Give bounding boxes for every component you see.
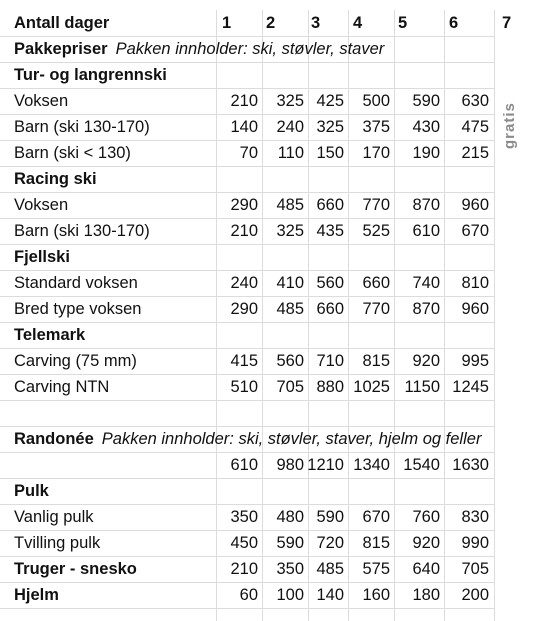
day-header: 2 xyxy=(266,14,276,32)
header-row xyxy=(0,10,548,36)
price-cell: 100 xyxy=(276,586,304,604)
table-row-truger xyxy=(0,556,548,582)
section-heading-racing xyxy=(0,166,548,192)
price-cell: 830 xyxy=(461,508,489,526)
price-cell: 480 xyxy=(276,508,304,526)
price-cell: 770 xyxy=(362,300,390,318)
price-cell: 450 xyxy=(230,534,258,552)
row-label: Barn (ski 130-170) xyxy=(14,222,150,240)
price-cell: 590 xyxy=(316,508,344,526)
price-cell: 1025 xyxy=(353,378,390,396)
row-label: Hjelm xyxy=(14,586,59,604)
section-title: Racing ski xyxy=(14,170,97,188)
row-divider xyxy=(0,608,494,609)
price-cell: 215 xyxy=(461,144,489,162)
header-label: Antall dager xyxy=(14,14,110,32)
price-cell: 510 xyxy=(230,378,258,396)
price-cell: 640 xyxy=(412,560,440,578)
price-cell: 705 xyxy=(461,560,489,578)
price-cell: 325 xyxy=(276,222,304,240)
price-cell: 350 xyxy=(230,508,258,526)
price-cell: 590 xyxy=(412,92,440,110)
price-cell: 560 xyxy=(276,352,304,370)
price-cell: 350 xyxy=(276,560,304,578)
row-label: Barn (ski 130-170) xyxy=(14,118,150,136)
price-cell: 240 xyxy=(276,118,304,136)
day-header: 6 xyxy=(449,14,459,32)
price-cell: 815 xyxy=(362,534,390,552)
price-cell: 740 xyxy=(412,274,440,292)
price-cell: 770 xyxy=(362,196,390,214)
price-cell: 430 xyxy=(412,118,440,136)
price-cell: 960 xyxy=(461,196,489,214)
table-row xyxy=(0,504,548,530)
price-cell: 290 xyxy=(230,300,258,318)
price-cell: 610 xyxy=(412,222,440,240)
price-cell: 630 xyxy=(461,92,489,110)
price-cell: 880 xyxy=(316,378,344,396)
price-cell: 70 xyxy=(239,144,258,162)
row-label: Tvilling pulk xyxy=(14,534,101,552)
price-cell: 210 xyxy=(230,222,258,240)
table-row xyxy=(0,114,548,140)
row-label: Standard voksen xyxy=(14,274,138,292)
price-cell: 415 xyxy=(230,352,258,370)
price-cell: 475 xyxy=(461,118,489,136)
price-cell: 110 xyxy=(277,144,304,162)
section-title: Tur- og langrennski xyxy=(14,66,167,84)
price-cell: 920 xyxy=(412,534,440,552)
day-header: 4 xyxy=(353,14,363,32)
price-cell: 660 xyxy=(362,274,390,292)
price-cell: 160 xyxy=(362,586,390,604)
section-heading-pakkepriser xyxy=(0,36,548,62)
gratis-label: gratis xyxy=(501,102,518,150)
price-cell: 705 xyxy=(276,378,304,396)
row-label: Truger - snesko xyxy=(14,560,137,578)
price-cell: 170 xyxy=(362,144,390,162)
price-cell: 870 xyxy=(412,196,440,214)
price-cell: 710 xyxy=(316,352,344,370)
price-cell: 1540 xyxy=(403,456,440,474)
price-cell: 60 xyxy=(239,586,258,604)
table-row xyxy=(0,140,548,166)
section-heading-tur xyxy=(0,62,548,88)
package-note: Pakken innholder: ski, støvler, staver xyxy=(115,40,385,58)
row-label: Carving (75 mm) xyxy=(14,352,137,370)
price-cell: 810 xyxy=(461,274,489,292)
section-heading-fjellski xyxy=(0,244,548,270)
price-cell: 760 xyxy=(412,508,440,526)
row-label: Carving NTN xyxy=(14,378,110,396)
section-title: Telemark xyxy=(14,326,86,344)
price-cell: 325 xyxy=(316,118,344,136)
table-row xyxy=(0,218,548,244)
row-label: Barn (ski < 130) xyxy=(14,144,131,162)
table-row xyxy=(0,374,548,400)
row-label: Voksen xyxy=(14,196,69,214)
price-cell: 200 xyxy=(461,586,489,604)
table-row xyxy=(0,192,548,218)
price-cell: 435 xyxy=(316,222,344,240)
price-cell: 920 xyxy=(412,352,440,370)
price-cell: 670 xyxy=(362,508,390,526)
section-title: Fjellski xyxy=(14,248,70,266)
table-row xyxy=(0,270,548,296)
price-cell: 240 xyxy=(230,274,258,292)
section-heading-randonee xyxy=(0,426,548,452)
price-cell: 720 xyxy=(316,534,344,552)
section-heading-pulk xyxy=(0,478,548,504)
price-cell: 190 xyxy=(412,144,440,162)
price-cell: 485 xyxy=(276,196,304,214)
price-cell: 870 xyxy=(412,300,440,318)
row-label: Voksen xyxy=(14,92,69,110)
price-cell: 210 xyxy=(230,560,258,578)
price-cell: 670 xyxy=(461,222,489,240)
day-header: 3 xyxy=(311,14,321,32)
price-cell: 1210 xyxy=(307,456,344,474)
price-cell: 325 xyxy=(276,92,304,110)
row-divider xyxy=(0,400,494,401)
price-cell: 560 xyxy=(316,274,344,292)
price-cell: 140 xyxy=(316,586,344,604)
price-cell: 180 xyxy=(412,586,440,604)
table-row xyxy=(0,88,548,114)
price-cell: 1340 xyxy=(353,456,390,474)
price-cell: 1245 xyxy=(452,378,489,396)
package-note: Pakken innholder: ski, støvler, staver, hjelm og feller xyxy=(101,430,482,448)
price-cell: 980 xyxy=(276,456,304,474)
price-cell: 500 xyxy=(362,92,390,110)
row-label: Bred type voksen xyxy=(14,300,142,318)
price-cell: 410 xyxy=(276,274,304,292)
price-cell: 815 xyxy=(362,352,390,370)
price-cell: 425 xyxy=(316,92,344,110)
price-cell: 1630 xyxy=(452,456,489,474)
price-cell: 290 xyxy=(230,196,258,214)
price-cell: 375 xyxy=(362,118,390,136)
price-cell: 610 xyxy=(230,456,258,474)
price-cell: 660 xyxy=(316,196,344,214)
price-cell: 995 xyxy=(461,352,489,370)
price-cell: 485 xyxy=(316,560,344,578)
table-row xyxy=(0,452,548,478)
row-label: Vanlig pulk xyxy=(14,508,94,526)
price-cell: 1150 xyxy=(404,378,440,396)
section-title: Randonée xyxy=(14,430,94,448)
price-cell: 660 xyxy=(316,300,344,318)
price-cell: 140 xyxy=(230,118,258,136)
price-cell: 525 xyxy=(362,222,390,240)
table-row xyxy=(0,348,548,374)
price-cell: 485 xyxy=(276,300,304,318)
price-cell: 960 xyxy=(461,300,489,318)
price-cell: 590 xyxy=(276,534,304,552)
section-title: Pakkepriser xyxy=(14,40,108,58)
section-heading-telemark xyxy=(0,322,548,348)
table-row xyxy=(0,530,548,556)
price-cell: 150 xyxy=(316,144,344,162)
section-title: Pulk xyxy=(14,482,49,500)
day-header: 1 xyxy=(222,14,232,32)
day-header: 5 xyxy=(398,14,408,32)
price-cell: 210 xyxy=(230,92,258,110)
table-row-hjelm xyxy=(0,582,548,608)
day-header: 7 xyxy=(502,14,512,32)
table-row xyxy=(0,296,548,322)
price-cell: 990 xyxy=(461,534,489,552)
price-cell: 575 xyxy=(362,560,390,578)
